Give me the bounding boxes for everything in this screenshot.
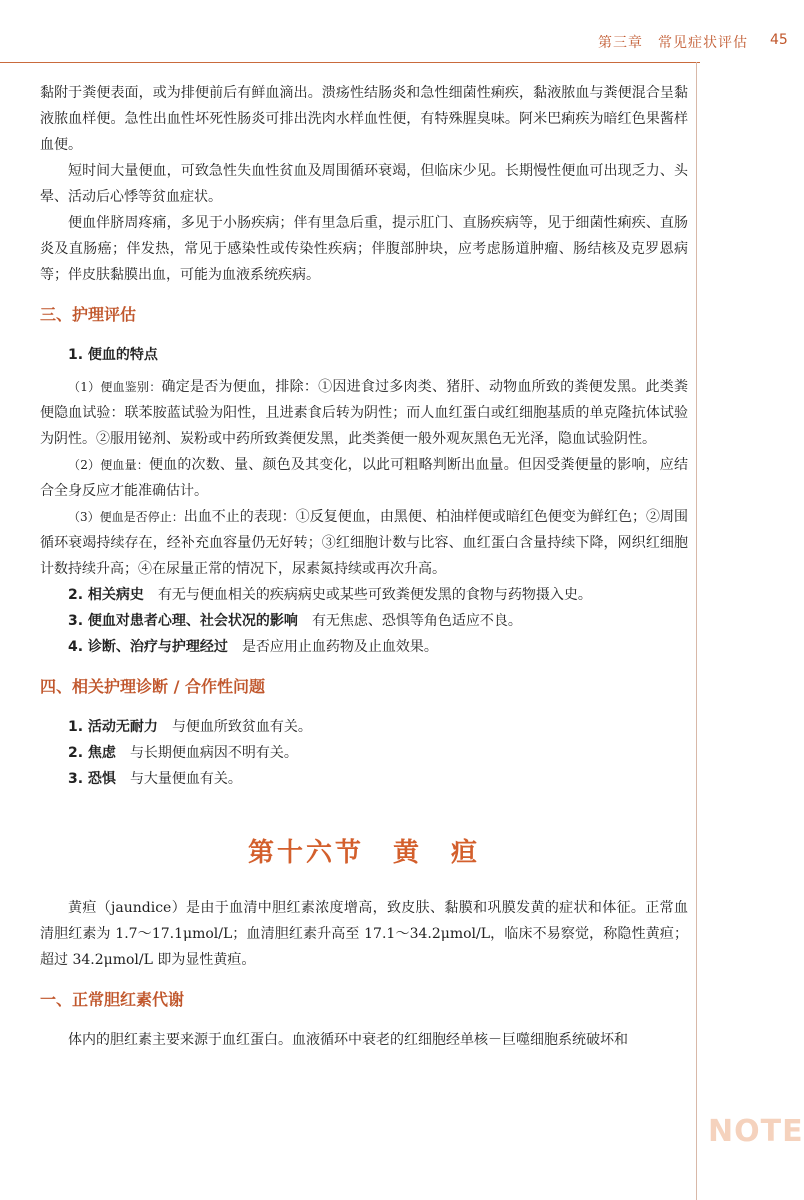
section-heading: 四、相关护理诊断 / 合作性问题 [40,677,265,696]
sub-item [40,504,688,582]
section-heading: 三、护理评估 [40,305,137,324]
page-content [40,80,688,1053]
page-number: 45 [770,32,788,48]
paragraph: 短时间大量便血，可致急性失血性贫血及周围循环衰竭，但临床少见。长期慢性便血可出现乏力、头晕、活动后心悸等贫血症状。 [40,163,688,205]
item-title: 1. 便血的特点 [68,347,158,363]
item [40,766,688,792]
item-text: 有无焦虑、恐惧等角色适应不良。 [311,613,522,629]
paragraph: 黏附于粪便表面，或为排便前后有鲜血滴出。溃疡性结肠炎和急性细菌性痢疾，黏液脓血与粪便混合呈黏液脓血样便。急性出血性坏死性肠炎可排出洗肉水样血性便，有特殊腥臭味。阿米巴痢疾为暗红色果酱样血便。 [40,85,688,153]
sub-item-label: （3）便血是否停止： [68,510,184,524]
item-text: 与便血所致贫血有关。 [171,719,312,735]
sub-item-label: （2）便血量： [68,458,149,472]
sub-item-text: 确定是否为便血，排除：①因进食过多肉类、猪肝、动物血所致的粪便发黑。此类粪便隐血试验：联苯胺蓝试验为阳性，且进素食后转为阴性；而人血红蛋白或红细胞基质的单克隆抗体试验为阴性。②服用铋剂、炭粉或中药所致粪便发黑，此类粪便一般外观灰黑色无光泽，隐血试验阴性。 [40,379,689,447]
item-text: 有无与便血相关的疾病病史或某些可致粪便发黑的食物与药物摄入史。 [157,587,592,603]
item-heading [40,342,688,368]
note-watermark: NOTE [708,1114,804,1149]
sub-item-label: （1）便血鉴别： [68,380,162,394]
sub-item [40,452,688,504]
section-title: 第十六节 黄 疸 [247,838,480,868]
item-text: 与长期便血病因不明有关。 [129,745,298,761]
chapter-header: 第三章 常见症状评估 [598,35,748,51]
item [40,608,688,634]
item-text: 是否应用止血药物及止血效果。 [241,639,438,655]
item-title: 4. 诊断、治疗与护理经过 [68,639,228,655]
item [40,714,688,740]
paragraph: 便血伴脐周疼痛，多见于小肠疾病；伴有里急后重，提示肛门、直肠疾病等，见于细菌性痢疾、直肠炎及直肠癌；伴发热，常见于感染性或传染性疾病；伴腹部肿块，应考虑肠道肿瘤、肠结核及克罗恩病等；伴皮肤黏膜出血，可能为血液系统疾病。 [40,215,688,283]
section-heading: 一、正常胆红素代谢 [40,990,185,1009]
item-text: 与大量便血有关。 [129,771,242,787]
paragraph: 黄疸（jaundice）是由于血清中胆红素浓度增高，致皮肤、黏膜和巩膜发黄的症状和体征。正常血清胆红素为 1.7～17.1μmol/L；血清胆红素升高至 17.1～34.2μmol/L，临床不易察觉，称隐性黄疸；超过 34.2μmol/L 即为显性黄疸。 [40,900,688,968]
paragraph: 体内的胆红素主要来源于血红蛋白。血液循环中衰老的红细胞经单核－巨噬细胞系统破坏和 [68,1032,628,1048]
item-title: 3. 便血对患者心理、社会状况的影响 [68,613,298,629]
item-title: 3. 恐惧 [68,771,116,787]
margin-rule [696,62,697,1200]
header-rule [0,62,700,63]
item-title: 2. 相关病史 [68,587,144,603]
sub-item-text: 出血不止的表现：①反复便血，由黑便、柏油样便或暗红色便变为鲜红色；②周围循环衰竭持续存在，经补充血容量仍无好转；③红细胞计数与比容、血红蛋白含量持续下降，网织红细胞计数持续升高；④在尿量正常的情况下，尿素氮持续或再次升高。 [40,509,688,577]
item [40,740,688,766]
item-title: 2. 焦虑 [68,745,116,761]
item [40,634,688,660]
sub-item-text: 便血的次数、量、颜色及其变化，以此可粗略判断出血量。但因受粪便量的影响，应结合全身反应才能准确估计。 [40,457,688,499]
item-title: 1. 活动无耐力 [68,719,158,735]
item [40,582,688,608]
sub-item [40,374,688,452]
